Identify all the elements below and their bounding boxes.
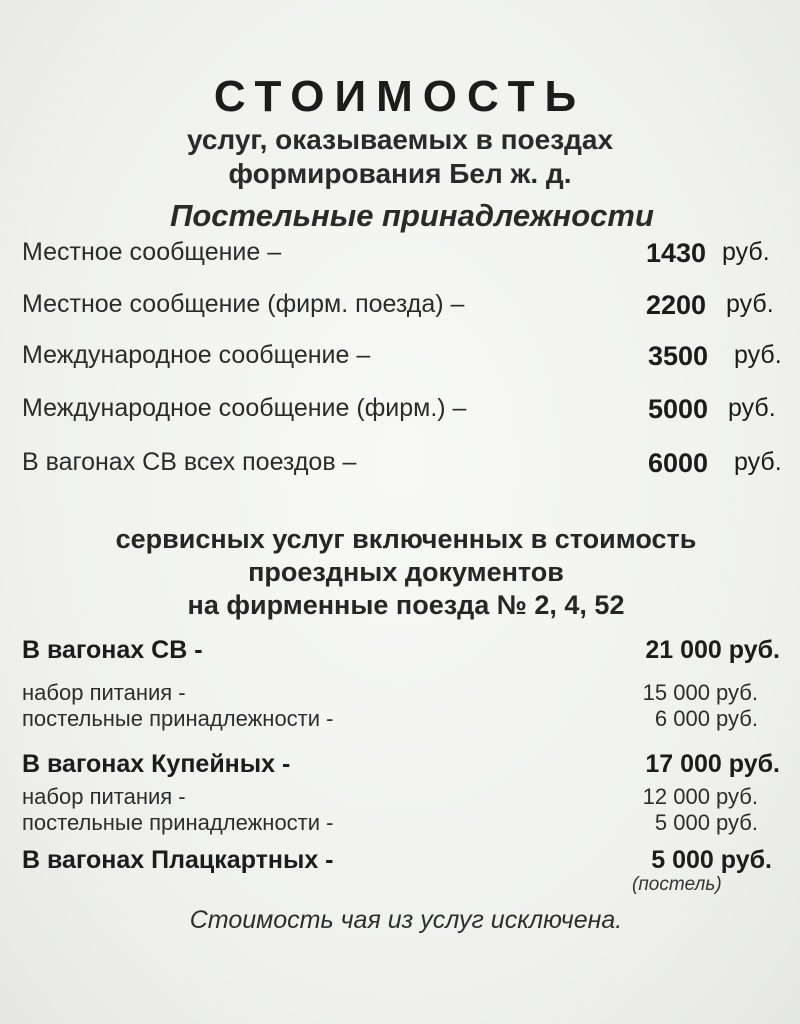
service-subrow-price: 5 000 руб. <box>654 810 758 835</box>
bedding-note: (постель) <box>632 874 722 895</box>
service-row-kupe <box>22 750 780 780</box>
service-row-platz <box>22 846 780 876</box>
bedding-row-label: Международное сообщение (фирм.) – <box>22 394 467 422</box>
service-row-label: В вагонах Плацкартных - <box>22 846 334 874</box>
services-heading-line-2: проездных документов <box>248 557 564 587</box>
bedding-row-currency: руб. <box>722 238 770 266</box>
bedding-row <box>22 238 790 272</box>
service-row-label: В вагонах СВ - <box>22 636 203 664</box>
bedding-row-price: 6000 <box>648 448 709 478</box>
bedding-row <box>22 290 790 324</box>
bedding-heading: Постельные принадлежности <box>170 198 654 233</box>
services-heading-line-3: на фирменные поезда № 2, 4, 52 <box>187 590 625 620</box>
footer-note: Стоимость чая из услуг исключена. <box>189 906 623 934</box>
service-subrow-price: 15 000 руб. <box>642 680 758 705</box>
bedding-row <box>22 394 790 428</box>
bedding-row-price: 3500 <box>648 341 709 371</box>
service-subrow <box>22 706 780 736</box>
bedding-row-currency: руб. <box>734 448 782 476</box>
service-subrow <box>22 810 780 840</box>
bedding-row-price: 2200 <box>646 290 707 320</box>
bedding-row-label: Местное сообщение (фирм. поезда) – <box>22 290 465 318</box>
bedding-row-label: Местное сообщение – <box>22 238 282 266</box>
service-row-sv <box>22 636 780 666</box>
service-subrow-label: постельные принадлежности - <box>22 706 334 731</box>
service-row-label: В вагонах Купейных - <box>22 750 291 778</box>
service-subrow-price: 12 000 руб. <box>642 784 758 809</box>
service-row-price: 5 000 руб. <box>651 846 772 874</box>
subtitle-line-2: формирования Бел ж. д. <box>228 158 572 189</box>
service-row-price: 21 000 руб. <box>645 636 780 664</box>
service-subrow-label: набор питания - <box>22 680 186 705</box>
subtitle-line-1: услуг, оказываемых в поездах <box>186 124 614 155</box>
bedding-row-currency: руб. <box>734 341 782 369</box>
bedding-row <box>22 341 790 375</box>
bedding-row-label: В вагонах СВ всех поездов – <box>22 448 357 476</box>
service-subrow-label: набор питания - <box>22 784 186 809</box>
service-subrow-label: постельные принадлежности - <box>22 810 334 835</box>
bedding-row-currency: руб. <box>726 290 774 318</box>
page-title: СТОИМОСТЬ <box>213 72 587 121</box>
bedding-row <box>22 448 790 482</box>
bedding-row-currency: руб. <box>728 394 776 422</box>
bedding-row-price: 1430 <box>646 238 707 268</box>
bedding-row-price: 5000 <box>648 394 709 424</box>
bedding-row-label: Международное сообщение – <box>22 341 371 369</box>
services-heading-line-1: сервисных услуг включенных в стоимость <box>115 524 697 554</box>
service-row-price: 17 000 руб. <box>645 750 780 778</box>
service-subrow-price: 6 000 руб. <box>654 706 758 731</box>
